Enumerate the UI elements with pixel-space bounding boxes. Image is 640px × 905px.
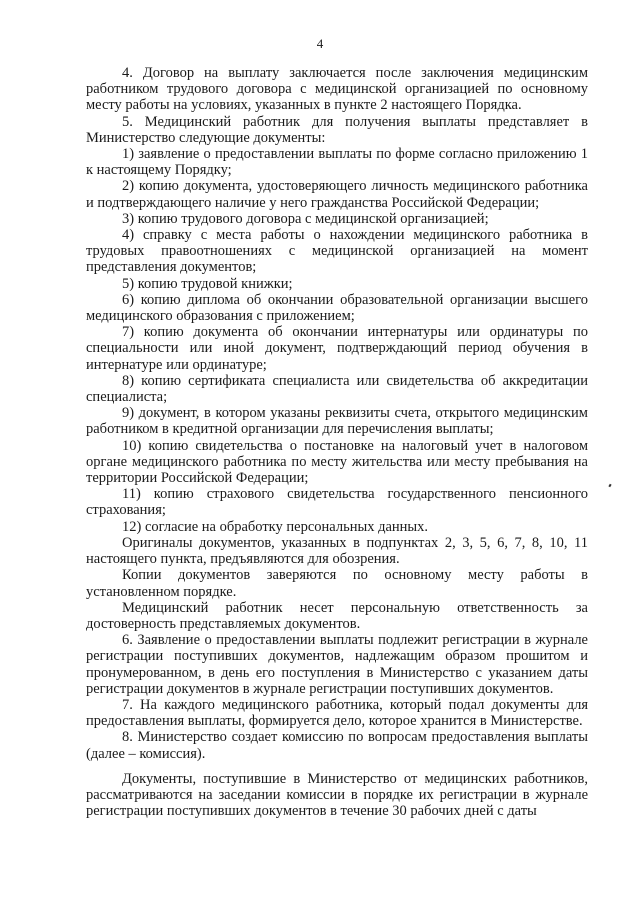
paragraph: 4. Договор на выплату заключается после заключения медицинским работником трудового договора с медицинской организацией по основному месту работы на условиях, указанных в пункте 2 настоящего Порядка. <box>86 65 588 114</box>
paragraph: Документы, поступившие в Министерство от медицинских работников, рассматриваются на заседании комиссии в порядке их регистрации в журнале регистрации поступивших документов в течение 30 рабочих дней с даты <box>86 770 588 820</box>
scan-speck <box>608 484 611 488</box>
paragraph: Оригиналы документов, указанных в подпунктах 2, 3, 5, 6, 7, 8, 10, 11 настоящего пункта, предъявляются для обозрения. <box>86 534 588 568</box>
paragraph: 2) копию документа, удостоверяющего личность медицинского работника и подтверждающего наличие у него гражданства Российской Федерации; <box>86 178 588 211</box>
paragraph: Копии документов заверяются по основному месту работы в установленном порядке. <box>86 567 588 600</box>
paragraph: 9) документ, в котором указаны реквизиты счета, открытого медицинским работником в кредитной организации для перечисления выплаты; <box>86 405 588 438</box>
paragraph: 12) согласие на обработку персональных данных. <box>122 518 429 535</box>
paragraph: Медицинский работник несет персональную ответственность за достоверность представляемых документов. <box>86 599 588 632</box>
document-body <box>86 65 588 819</box>
paragraph: 10) копию свидетельства о постановке на налоговый учет в налоговом органе медицинского работника по месту жительства или месту пребывания на территории Российской Федерации; <box>86 437 588 487</box>
paragraph: 5. Медицинский работник для получения выплаты представляет в Министерство следующие документы: <box>86 113 588 146</box>
paragraph: 8) копию сертификата специалиста или свидетельства об аккредитации специалиста; <box>86 372 588 406</box>
paragraph: 6) копию диплома об окончании образовательной организации высшего медицинского образования с приложением; <box>86 291 588 325</box>
page-number: 4 <box>316 36 324 51</box>
paragraph: 11) копию страхового свидетельства государственного пенсионного страхования; <box>86 486 588 519</box>
paragraph: 7. На каждого медицинского работника, который подал документы для предоставления выплаты, формируется дело, которое хранится в Министерстве. <box>86 696 588 730</box>
paragraph: 4) справку с места работы о нахождении медицинского работника в трудовых правоотношениях с медицинской организацией на момент представления документов; <box>86 227 588 276</box>
paragraph: 5) копию трудовой книжки; <box>122 275 293 292</box>
paragraph: 8. Министерство создает комиссию по вопросам предоставления выплаты (далее – комиссия). <box>86 729 588 762</box>
paragraph: 6. Заявление о предоставлении выплаты подлежит регистрации в журнале регистрации поступивших документов, надлежащим образом прошитом и пронумерованном, в день его поступления в Министерство с указанием даты регистрации документов в журнале регистрации поступивших документов. <box>86 632 588 697</box>
paragraph: 3) копию трудового договора с медицинской организацией; <box>122 210 489 227</box>
paragraph: 1) заявление о предоставлении выплаты по форме согласно приложению 1 к настоящему Порядку; <box>86 146 588 179</box>
paragraph: 7) копию документа об окончании интернатуры или ординатуры по специальности или иной документ, подтверждающий период обучения в интернатуре или ординатуре; <box>86 324 588 373</box>
